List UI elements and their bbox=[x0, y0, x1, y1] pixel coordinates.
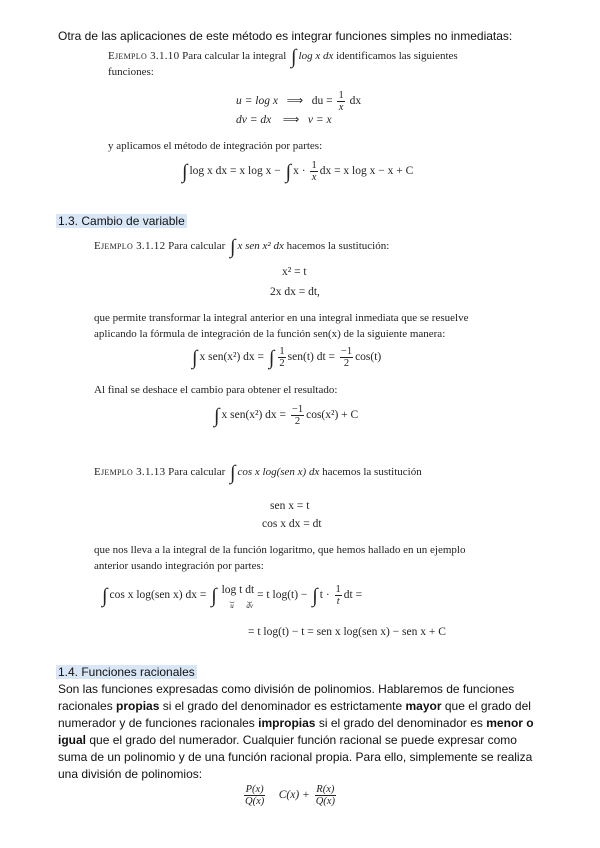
substitution-sen: sen x = t bbox=[270, 500, 310, 512]
example-label: Ejemplo 3.1.12 bbox=[94, 240, 166, 252]
example-3-1-12-text-2: aplicando la fórmula de integración de la función sen(x) de la siguiente manera: bbox=[94, 328, 446, 340]
change-of-variable-calculation: ∫ x sen(x²) dx = ∫ $\frac{1}{2}$ sen(t) dt = $\frac{-1}{2}$ cos(t) bbox=[192, 346, 382, 370]
section-heading-1-4: 1.4. Funciones racionales bbox=[58, 665, 195, 679]
change-of-variable-result: ∫ x sen(x²) dx = $\frac{-1}{2}$ cos(x²) + C bbox=[214, 404, 359, 428]
integration-by-parts-formula: ∫ log x dx = x log x − ∫ x · $\frac{1}{x}$ dx = x log x − x + C bbox=[182, 160, 414, 184]
underbrace-u: log t ⏟ u bbox=[221, 584, 243, 610]
substitution-u: u = log x ⟹ du = $\frac{1}{x}$ dx bbox=[236, 90, 362, 113]
rational-function-decomposition: $\frac{P(x)}{Q(x)}$ C(x) + $\frac{R(x)}{Q(x)}$ bbox=[245, 784, 335, 807]
log-integral-result: = t log(t) − t = sen x log(sen x) − sen x + C bbox=[248, 626, 446, 638]
substitution-dt: 2x dx = dt, bbox=[270, 286, 320, 298]
fraction: $\frac{1}{x}$ bbox=[311, 160, 317, 183]
parts-intro: y aplicamos el método de integración por partes: bbox=[108, 140, 323, 152]
fraction: $\frac{1}{2}$ bbox=[279, 346, 285, 369]
example-3-1-13-text-2: anterior usando integración por partes: bbox=[94, 560, 264, 572]
substitution-t: x² = t bbox=[282, 266, 307, 278]
fraction: $\frac{P(x)}{Q(x)}$ bbox=[245, 784, 265, 807]
example-3-1-13-statement: Ejemplo 3.1.13 Para calcular ∫ cos x log(sen x) dx hacemos la sustitución bbox=[94, 462, 422, 484]
example-3-1-13-text-1: que nos lleva a la integral de la función logaritmo, que hemos hallado en un ejemplo bbox=[94, 544, 466, 556]
example-3-1-12-text-3: Al final se deshace el cambio para obtener el resultado: bbox=[94, 384, 338, 396]
example-3-1-10-statement: Ejemplo 3.1.10 Para calcular la integral ∫ log x dx identificamos las siguientes bbox=[108, 46, 458, 68]
rational-functions-paragraph: Son las funciones expresadas como división de polinomios. Hablaremos de funciones racionales propias si el grado del denominador es estrictamente mayor que el grado del numerador y de funciones racionales impropias si el grado del denominador es menor o igual que el grado del numerador. Cualquier función racional se puede expresar como suma de un polinomio y de una función racional propia. Para ello, simplemente se realiza una división de polinomios: bbox=[58, 682, 534, 781]
example-label: Ejemplo 3.1.10 bbox=[108, 50, 180, 62]
intro-text: Otra de las aplicaciones de este método es integrar funciones simples no inmediatas: bbox=[58, 29, 513, 43]
fraction: $\frac{-1}{2}$ bbox=[340, 346, 353, 369]
integral-sign: ∫ bbox=[291, 46, 297, 68]
example-3-1-10-line2: funciones: bbox=[108, 66, 154, 78]
underbrace-dv: dt ⏟ dv bbox=[245, 584, 255, 610]
example-3-1-12-text-1: que permite transformar la integral anterior en una integral inmediata que se resuelve bbox=[94, 312, 469, 324]
fraction: $\frac{1}{t}$ bbox=[335, 584, 341, 607]
substitution-cos: cos x dx = dt bbox=[262, 518, 322, 530]
fraction: $\frac{-1}{2}$ bbox=[291, 404, 304, 427]
example-label: Ejemplo 3.1.13 bbox=[94, 466, 166, 478]
example-3-1-12-statement: Ejemplo 3.1.12 Para calcular ∫ x sen x² dx hacemos la sustitución: bbox=[94, 236, 390, 258]
fraction: $\frac{1}{x}$ bbox=[338, 90, 344, 113]
log-integral-calculation: ∫ cos x log(sen x) dx = ∫ log t ⏟ u dt ⏟ dv = t log(t) − ∫ t · $\frac{1}{t}$ dt = bbox=[102, 584, 363, 610]
fraction: $\frac{R(x)}{Q(x)}$ bbox=[315, 784, 335, 807]
substitution-v: dv = dx ⟹ v = x bbox=[236, 114, 332, 126]
section-heading-1-3: 1.3. Cambio de variable bbox=[58, 214, 185, 228]
